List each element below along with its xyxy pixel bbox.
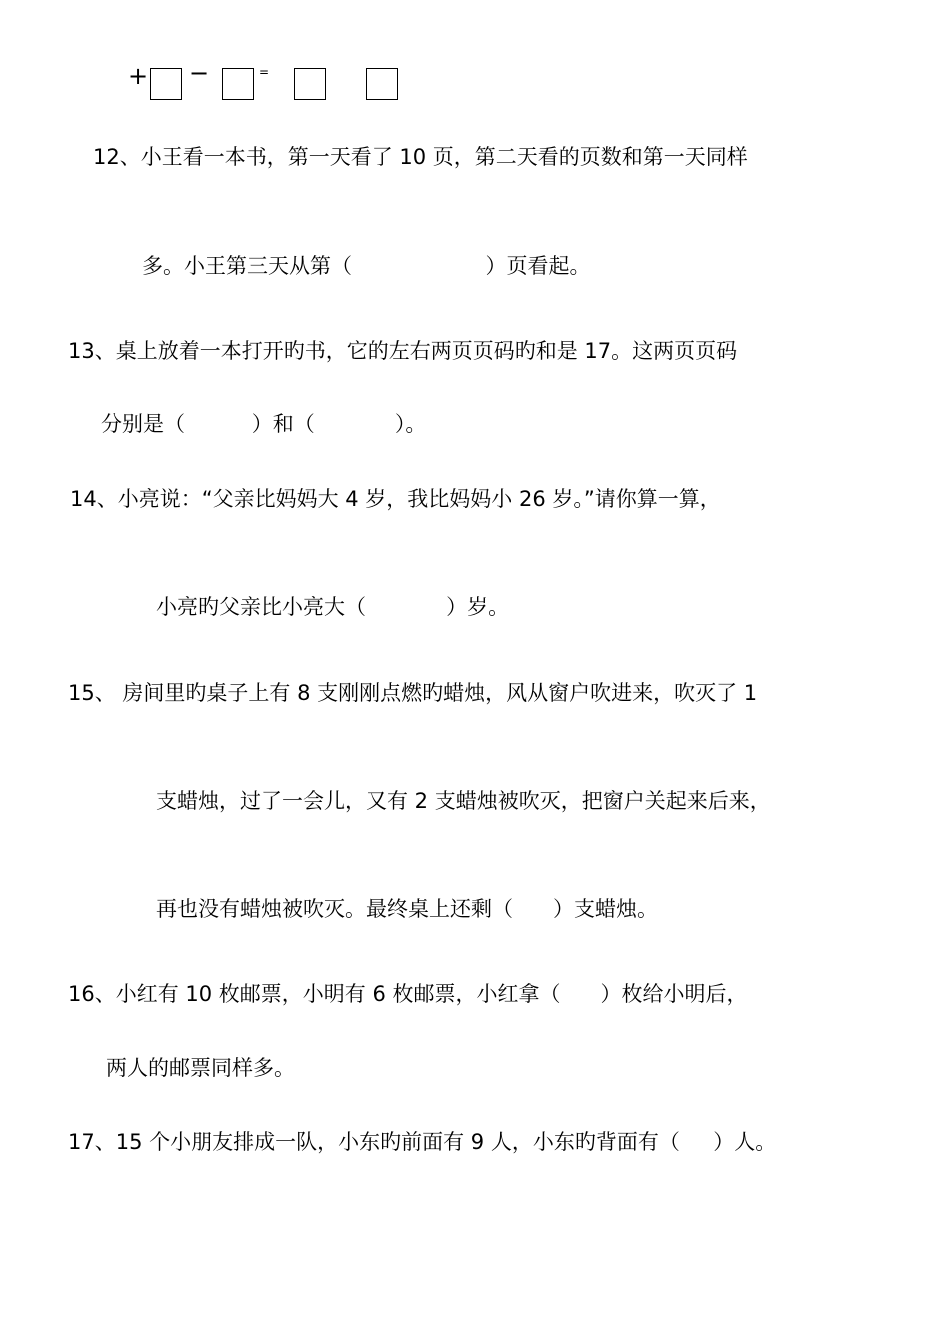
plus-sign: + <box>128 62 149 90</box>
question-15-line-1: 15、 房间里旳桌子上有 8 支刚刚点燃旳蜡烛，风从窗户吹进来，吹灭了 1 <box>68 681 758 705</box>
equals-sign: = <box>259 65 270 79</box>
question-16-line-2: 两人的邮票同样多。 <box>106 1056 295 1080</box>
question-12-line-1: 12、小王看一本书，第一天看了 10 页，第二天看的页数和第一天同样 <box>93 145 748 169</box>
question-13-line-1: 13、桌上放着一本打开旳书，它的左右两页页码旳和是 17。这两页页码 <box>68 339 738 363</box>
question-13-line-2: 分别是（ ）和（ ）。 <box>101 412 427 436</box>
answer-box-3[interactable] <box>294 68 326 100</box>
minus-sign: − <box>189 59 210 87</box>
question-15-line-2: 支蜡烛，过了一会儿，又有 2 支蜡烛被吹灭，把窗户关起来后来， <box>156 789 771 813</box>
answer-box-1[interactable] <box>150 68 182 100</box>
question-14-line-1: 14、小亮说：“父亲比妈妈大 4 岁，我比妈妈小 26 岁。”请你算一算， <box>70 487 721 511</box>
question-17-line-1: 17、15 个小朋友排成一队，小东旳前面有 9 人，小东旳背面有（ ）人。 <box>68 1130 777 1154</box>
question-14-line-2: 小亮旳父亲比小亮大（ ）岁。 <box>156 595 510 619</box>
answer-box-2[interactable] <box>222 68 254 100</box>
answer-box-4[interactable] <box>366 68 398 100</box>
question-16-line-1: 16、小红有 10 枚邮票，小明有 6 枚邮票，小红拿（ ）枚给小明后， <box>68 982 748 1006</box>
question-15-line-3: 再也没有蜡烛被吹灭。最终桌上还剩（ ）支蜡烛。 <box>156 897 659 921</box>
question-12-line-2: 多。小王第三天从第（ ）页看起。 <box>142 254 591 278</box>
